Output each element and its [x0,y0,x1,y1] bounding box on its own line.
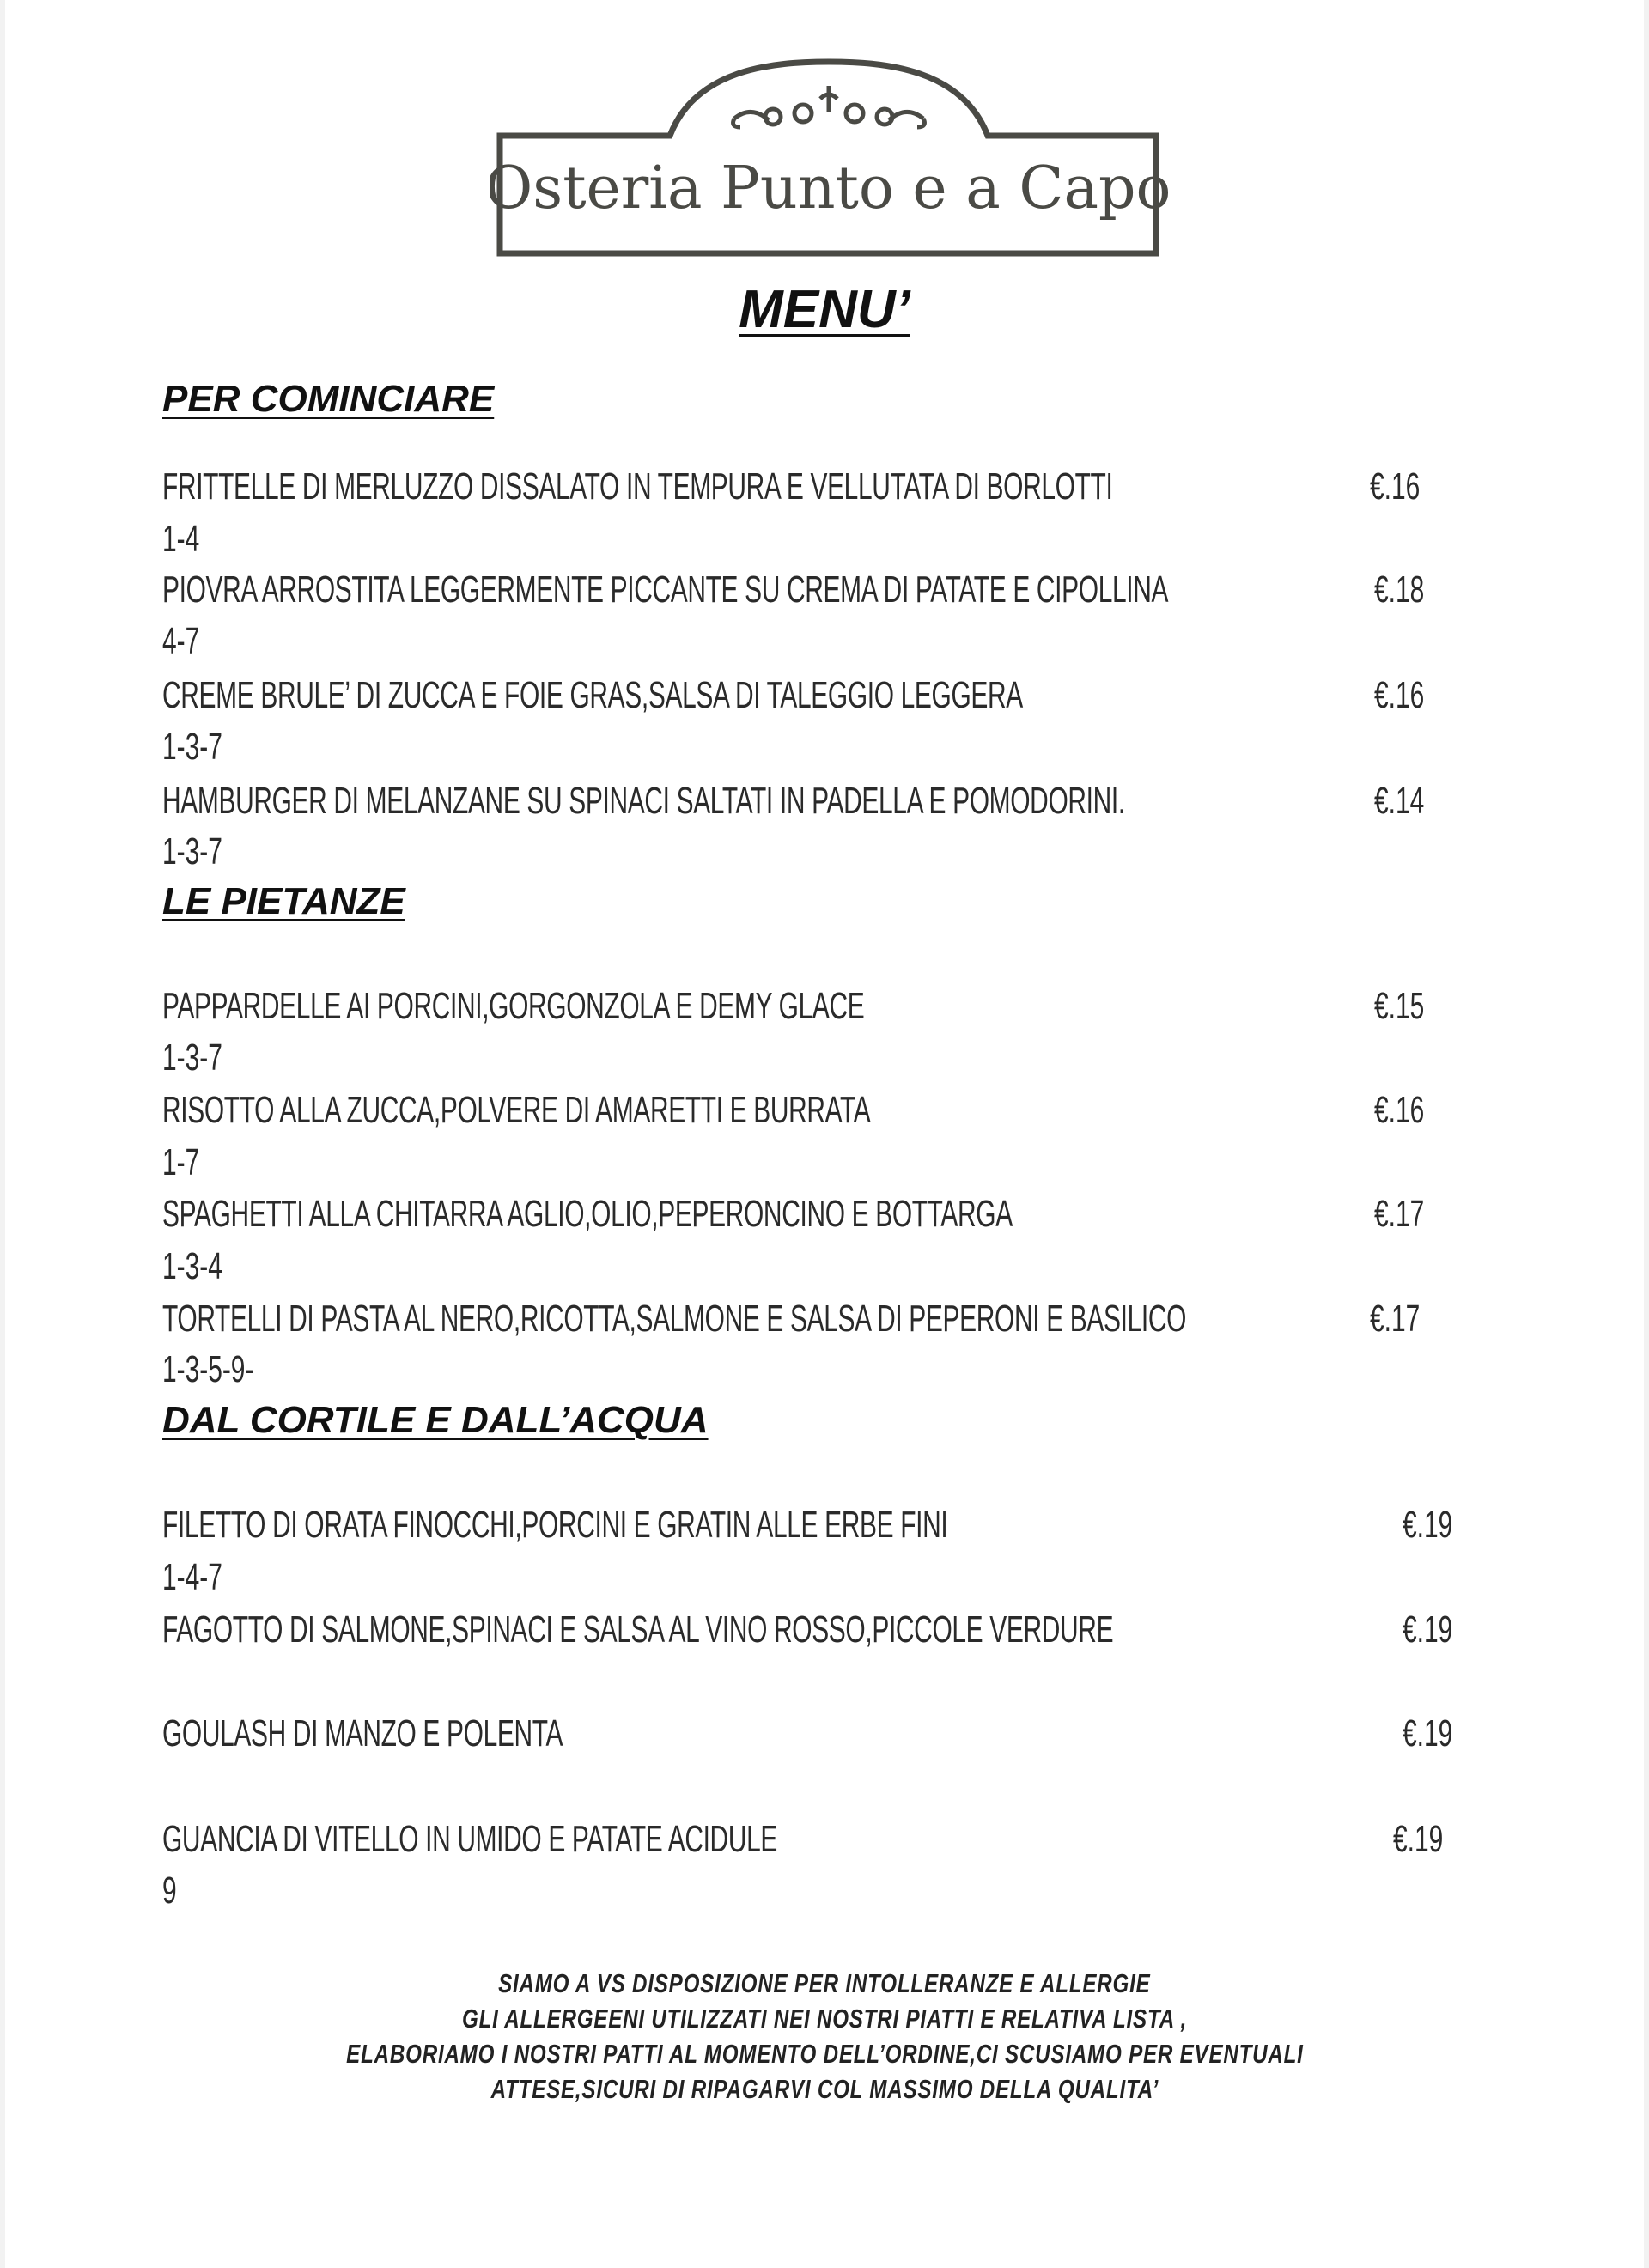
item-price: €.14 [1374,780,1425,822]
item-allergens: 9 [162,1870,177,1912]
item-price: €.16 [1374,1089,1425,1131]
item-price: €.19 [1403,1504,1453,1546]
item-allergens: 1-4 [162,518,200,560]
item-price: €.15 [1374,985,1425,1027]
item-allergens: 1-7 [162,1141,200,1183]
section-heading: PER COMINCIARE [162,378,495,420]
item-name: FAGOTTO DI SALMONE,SPINACI E SALSA AL VINO ROSSO,PICCOLE VERDURE [162,1608,1114,1651]
notice-line: SIAMO A VS DISPOSIZIONE PER INTOLLERANZE E ALLERGIE [498,1968,1151,1998]
notice-line: ELABORIAMO I NOSTRI PATTI AL MOMENTO DELL’ORDINE,CI SCUSIAMO PER EVENTUALI [345,2039,1304,2069]
item-name: SPAGHETTI ALLA CHITARRA AGLIO,OLIO,PEPERONCINO E BOTTARGA [162,1193,1013,1235]
item-price: €.17 [1374,1193,1425,1235]
item-name: FILETTO DI ORATA FINOCCHI,PORCINI E GRATIN ALLE ERBE FINI [162,1504,948,1546]
item-name: GOULASH DI MANZO E POLENTA [162,1712,563,1754]
item-name: FRITTELLE DI MERLUZZO DISSALATO IN TEMPURA E VELLUTATA DI BORLOTTI [162,465,1113,508]
notice-line: GLI ALLERGEENI UTILIZZATI NEI NOSTRI PIATTI E RELATIVA LISTA , [461,2004,1188,2034]
restaurant-logo [490,52,1168,262]
item-price: €.18 [1374,569,1425,611]
allergy-notice [0,1968,1649,2109]
item-name: HAMBURGER DI MELANZANE SU SPINACI SALTATI IN PADELLA E POMODORINI. [162,780,1125,822]
item-allergens: 1-4-7 [162,1556,222,1598]
item-allergens: 1-3-5-9- [162,1348,254,1390]
section-heading: DAL CORTILE E DALL’ACQUA [162,1399,709,1441]
menu-title: MENU’ [739,280,910,339]
page-edge-left [0,0,5,2268]
item-name: CREME BRULE’ DI ZUCCA E FOIE GRAS,SALSA DI TALEGGIO LEGGERA [162,674,1023,716]
item-price: €.16 [1370,465,1421,508]
item-allergens: 1-3-7 [162,830,222,873]
item-name: PIOVRA ARROSTITA LEGGERMENTE PICCANTE SU CREMA DI PATATE E CIPOLLINA [162,569,1169,611]
item-price: €.19 [1393,1818,1444,1860]
notice-line: ATTESE,SICURI DI RIPAGARVI COL MASSIMO DELLA QUALITA’ [490,2074,1159,2104]
item-name: PAPPARDELLE AI PORCINI,GORGONZOLA E DEMY GLACE [162,985,865,1027]
item-name: RISOTTO ALLA ZUCCA,POLVERE DI AMARETTI E BURRATA [162,1089,871,1131]
item-price: €.19 [1403,1608,1453,1651]
item-allergens: 1-3-7 [162,1037,222,1079]
item-allergens: 1-3-4 [162,1245,222,1287]
svg-text:Osteria Punto e a Capo: Osteria Punto e a Capo [490,155,1168,222]
item-price: €.19 [1403,1712,1453,1754]
item-price: €.16 [1374,674,1425,716]
item-price: €.17 [1370,1298,1421,1340]
item-name: GUANCIA DI VITELLO IN UMIDO E PATATE ACIDULE [162,1818,778,1860]
item-allergens: 1-3-7 [162,726,222,768]
section-heading: LE PIETANZE [162,880,405,922]
page-edge-right [1644,0,1649,2268]
item-allergens: 4-7 [162,620,200,662]
item-name: TORTELLI DI PASTA AL NERO,RICOTTA,SALMONE E SALSA DI PEPERONI E BASILICO [162,1298,1187,1340]
